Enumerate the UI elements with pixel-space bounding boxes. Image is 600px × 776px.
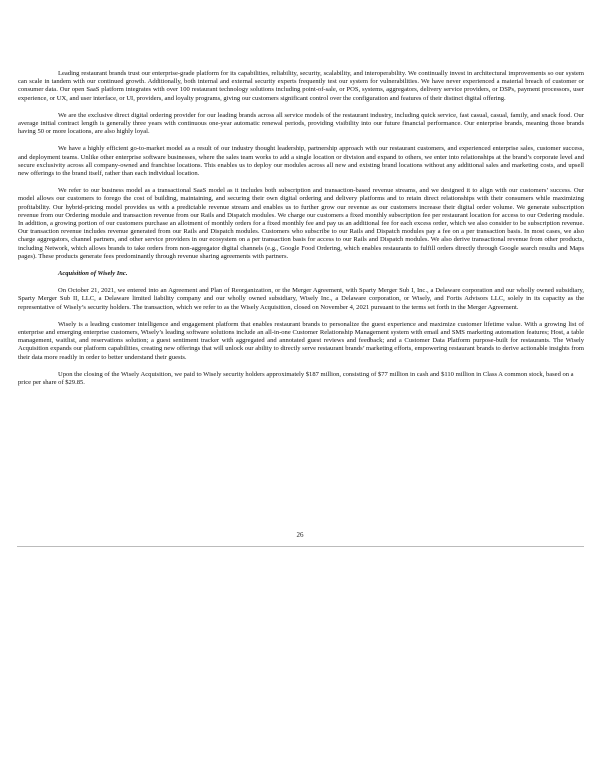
page-number: 26 [296,531,304,539]
paragraph-acquisition-consideration: Upon the closing of the Wisely Acquisition, we paid to Wisely security holders approximately $187 million, consisting of $77 million in cash and $110 million in Class A common stock, based on a price per share of $29.85. [18,370,574,387]
paragraph-go-to-market: We have a highly efficient go-to-market model as a result of our industry thought leadership, partnership approach with our restaurant customers, and experienced enterprise sales, customer success, and deployment teams. Unlike other enterprise software businesses, where the sales team works to add a single location or division and expand to others, we enter into relationships at the brand’s corporate level and secure exclusivity across all company-owned and franchise locations. This enables us to deploy our modules across all new and existing brand locations without any additional sales and marketing costs, and upsell new offerings to the brand itself, rather than each individual location. [18,145,584,178]
paragraph-business-model: We refer to our business model as a transactional SaaS model as it includes both subscription and transaction-based revenue streams, and we designed it to align with our customers’ success. Our model allows our customers to forego the cost of building, maintaining, and securing their own digital ordering and delivery platforms and to retain direct relationships with their consumers while maximizing profitability. Our hybrid-pricing model provides us with a predictable revenue stream and enables us to further grow our revenue as our customers increase their digital order volume. We generate subscription revenue from our Ordering module and transaction revenue from our Rails and Dispatch modules. We charge our customers a fixed monthly subscription fee per restaurant location for access to our Ordering module. In addition, a growing portion of our customers purchase an allotment of monthly orders for a fixed monthly fee and pay us an additional fee for each excess order, which we also consider to be subscription revenue. Our transaction revenue includes revenue generated from our Rails and Dispatch modules. Customers who subscribe to our Rails and Dispatch modules pay a fee on a per transaction basis. In most cases, we also charge aggregators, channel partners, and other service providers in our ecosystem on a per transaction basis for access to our Rails and Dispatch modules. We also derive transactional revenue from other products, including Network, which allows brands to take orders from non-aggregator digital channels (e.g., Google Food Ordering, which enables restaurants to fulfill orders directly through Google search results and Maps pages). These products generate fees predominantly through revenue sharing agreements with partners. [18,187,584,260]
paragraph-exclusive-provider: We are the exclusive direct digital ordering provider for our leading brands across all service models of the restaurant industry, including quick service, fast casual, casual, family, and snack food. Our average initial contract length is generally three years with continuous one-year automatic renewal periods, providing visibility into our future financial performance. Our enterprise brands, meaning those brands having 50 or more locations, are also highly loyal. [18,111,584,136]
paragraph-wisely-description: Wisely is a leading customer intelligence and engagement platform that enables restaurant brands to personalize the guest experience and maximize customer lifetime value. With a growing list of enterprise and emerging enterprise customers, Wisely’s leading software solutions include an all-in-one Customer Relationship Management system with email and SMS marketing automation features; Host, a table management, waitlist, and reservations solution; a guest sentiment tracker with aggregated and annotated guest reviews and feedback; and a Customer Data Platform purpose-built for restaurants. The Wisely Acquisition expands our platform capabilities, creating new offerings that will unlock our ability to directly serve restaurant brands’ marketing efforts, empowering restaurant brands to derive actionable insights from their data more readily in order to better understand their guests. [18,320,584,361]
page-divider [17,546,584,547]
document-page [18,70,584,396]
section-heading: Acquisition of Wisely Inc. [58,270,128,278]
paragraph-merger-agreement: On October 21, 2021, we entered into an Agreement and Plan of Reorganization, or the Merger Agreement, with Sparty Merger Sub I, Inc., a Delaware corporation and our wholly owned subsidiary, Sparty Merger Sub II, LLC, a Delaware limited liability company and our wholly owned subsidiary, Wisely Inc., a Delaware corporation, or Wisely, and Fortis Advisors LLC, solely in its capacity as the representative of Wisely’s security holders. The transaction, which we refer to as the Wisely Acquisition, closed on November 4, 2021 pursuant to the terms set forth in the Merger Agreement. [18,287,584,311]
paragraph-platform: Leading restaurant brands trust our enterprise-grade platform for its capabilities, reliability, security, scalability, and interoperability. We continually invest in architectural improvements so our system can scale in tandem with our continued growth. Additionally, both internal and external security experts frequently test our system for vulnerabilities. We have never experienced a material breach of customer or consumer data. Our open SaaS platform integrates with over 100 restaurant technology solutions including point-of-sale, or POS, systems, aggregators, delivery service providers, or DSPs, payment processors, user experience, or UX, and user interface, or UI, providers, and loyalty programs, giving our customers significant control over the configuration and features of their distinct digital offering. [18,70,584,102]
